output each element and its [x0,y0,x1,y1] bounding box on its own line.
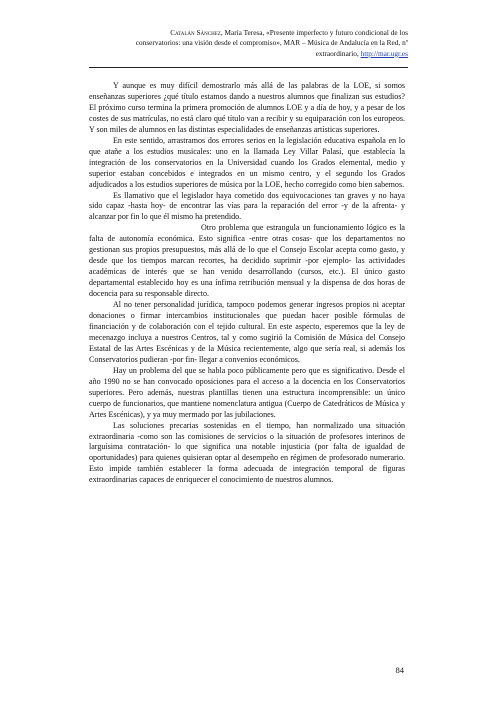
journal-url-link[interactable]: http://mar.ugr.es [360,48,408,58]
paragraph-3: Es llamativo que el legislador haya cometido dos equivocaciones tan graves y no haya sido capaz -hasta hoy- de encontrar las vías para la reparación del error -y de la afrenta- y alcanzar por fin lo que él mismo ha pretendido. [89,190,405,222]
citation-author-rest: , María Teresa, «Presente imperfecto y futuro condicional de los [220,28,408,37]
paragraph-6: Hay un problema del que se habla poco públicamente pero que es significativo. Desde el año 1990 no se han convocado oposiciones para el acceso a la docencia en los Conservatorios superiores. Pero además, nuestras plantillas tienen una estructura incomprensible: un único cuerpo de funcionarios, que mantiene nomenclatura antigua (Cuerpo de Catedráticos de Música y Artes Escénicas), y ya muy mermado por las jubilaciones. [89,365,405,419]
article-body [89,81,405,486]
citation-line-1 [48,28,408,38]
paragraph-7: Las soluciones precarias sostenidas en el tiempo, han normalizado una situación extraordinaria -como son las comisiones de servicios o la situación de profesores interinos de larguísima contratación- lo que significa una notable injusticia (por falta de igualdad de oportunidades) para quienes quisieran optar al desempeño en régimen de profesorado numerario. Esto impide también establecer la forma adecuada de integración temporal de figuras extraordinarias capaces de enriquecer el conocimiento de nuestros alumnos. [89,420,405,485]
author-name: Catalán Sánchez [170,28,221,37]
citation-line-3 [48,49,408,59]
paragraph-2: En este sentido, arrastramos dos errores serios en la legislación educativa española en lo que atañe a los estudios musicales: uno en la llamada Ley Villar Palasí, que establecía la integración de los conservatorios en la Universidad cuando los Grados elemental, medio y superior estaban concebidos e integrados en un mismo centro, y el segundo los Grados adjudicados a los estudios superiores de música por la LOE, hecho corregido como bien sabemos. [89,135,405,189]
page-number: 84 [395,665,404,675]
paragraph-5: Al no tener personalidad jurídica, tampoco podemos generar ingresos propios ni aceptar donaciones o firmar intercambios institucionales que puedan hacer posible fórmulas de financiación y de colaboración con el tejido cultural. En este aspecto, esperemos que la ley de mecenazgo incluya a nuestros Centros, tal y como sugirió la Comisión de Música del Consejo Estatal de las Artes Escénicas y de la Música recientemente, algo que sería real, si además los Conservatorios pudieran -por fin- llegar a convenios económicos. [89,300,405,364]
paragraph-1: Y aunque es muy difícil demostrarlo más allá de las palabras de la LOE, si somos enseñanzas superiores ¿qué título estamos dando a nuestros alumnos que finalizan sus estudios? El próximo curso termina la primera promoción de alumnos LOE y a día de hoy, y a pesar de los costes de sus matrículas, no está claro qué título van a recibir y su equiparación con los europeos. Y son miles de alumnos en las distintas especialidades de enseñanzas artísticas superiores. [89,81,405,134]
header-divider [89,67,408,68]
paragraph-4: Otro problema que estrangula un funcionamiento lógico es la falta de autonomía económica. Esto significa -entre otras cosas- que los departamentos no gestionan sus propios presupuestos, más allá de lo que el Consejo Escolar acepta como gasto, y desde que los tiempos marcan recortes, ha decidido suprimir -por ejemplo- las actividades académicas de interés que se han venido desarrollando (cursos, etc.). El único gasto departamental establecido hoy es una ínfima retribución mensual y la dispensa de dos horas de docencia para su responsable directo. [89,223,405,299]
citation-issue: extraordinario, [315,48,361,58]
citation-line-2: conservatorios: una visión desde el compromiso», MAR – Música de Andalucía en la Red, nº [135,38,408,48]
citation-header [48,28,408,59]
